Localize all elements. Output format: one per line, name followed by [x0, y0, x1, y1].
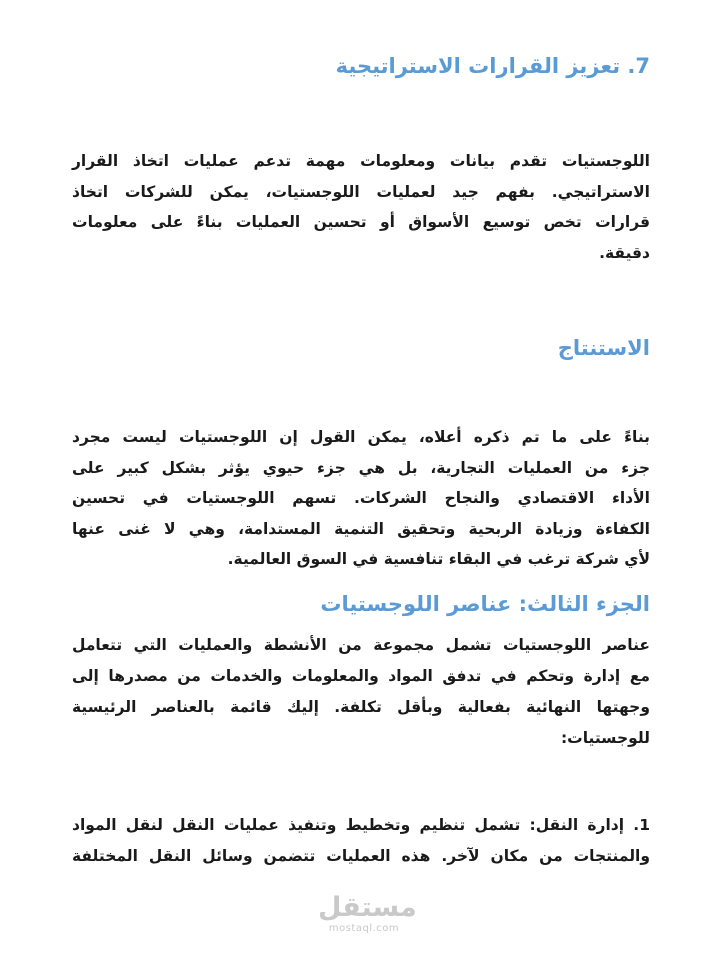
- mostaql-watermark: [318, 892, 417, 934]
- paragraph-line: الأداء الاقتصادي والنجاح الشركات. تسهم اللوجستيات في تحسين: [72, 489, 650, 507]
- paragraph-line: عناصر اللوجستيات تشمل مجموعة من الأنشطة والعمليات التي تتعامل: [72, 636, 650, 654]
- paragraph-line: جزء من العمليات التجارية، بل هي جزء حيوي يؤثر بشكل كبير على: [72, 458, 650, 477]
- conclusion-heading: الاستنتاج: [557, 336, 650, 360]
- paragraph-line: دقيقة.: [599, 243, 650, 262]
- paragraph-line: 1. إدارة النقل: تشمل تنظيم وتخطيط وتنفيذ عمليات النقل لنقل المواد: [72, 816, 650, 834]
- paragraph-line: اللوجستيات تقدم بيانات ومعلومات مهمة تدعم عمليات اتخاذ القرار: [72, 152, 650, 170]
- list-item-transport-management: [72, 810, 650, 871]
- paragraph-line: لأي شركة ترغب في البقاء تنافسية في السوق العالمية.: [227, 550, 650, 568]
- paragraph-line: بناءً على ما تم ذكره أعلاه، يمكن القول إن اللوجستيات ليست مجرد: [72, 428, 650, 446]
- paragraph-line: وجهتها النهائية بفعالية وبأقل تكلفة. إليك قائمة بالعناصر الرئيسية: [72, 698, 650, 716]
- part-3-paragraph: [72, 630, 650, 754]
- paragraph-line: الكفاءة وزيادة الربحية وتحقيق التنمية المستدامة، وهي لا غنى عنها: [72, 519, 650, 538]
- paragraph-line: مع إدارة وتحكم في تدفق المواد والمعلومات والخدمات من مصدرها إلى: [72, 667, 650, 685]
- watermark-arabic: مستقل: [318, 892, 417, 923]
- section-7-paragraph: [72, 146, 650, 268]
- paragraph-line: للوجستيات:: [560, 729, 650, 747]
- paragraph-line: الاستراتيجي. بفهم جيد لعمليات اللوجستيات، يمكن للشركات اتخاذ: [72, 182, 650, 201]
- paragraph-line: قرارات تخص توسيع الأسواق أو تحسين العمليات بناءً على معلومات: [72, 213, 650, 231]
- paragraph-line: والمنتجات من مكان لآخر. هذه العمليات تتضمن وسائل النقل المختلفة: [72, 846, 650, 865]
- section-7-heading: 7. تعزيز القرارات الاستراتيجية: [335, 54, 650, 78]
- conclusion-paragraph: [72, 422, 650, 575]
- watermark-latin: mostaql.com: [328, 923, 400, 934]
- part-3-heading: الجزء الثالث: عناصر اللوجستيات: [320, 592, 650, 616]
